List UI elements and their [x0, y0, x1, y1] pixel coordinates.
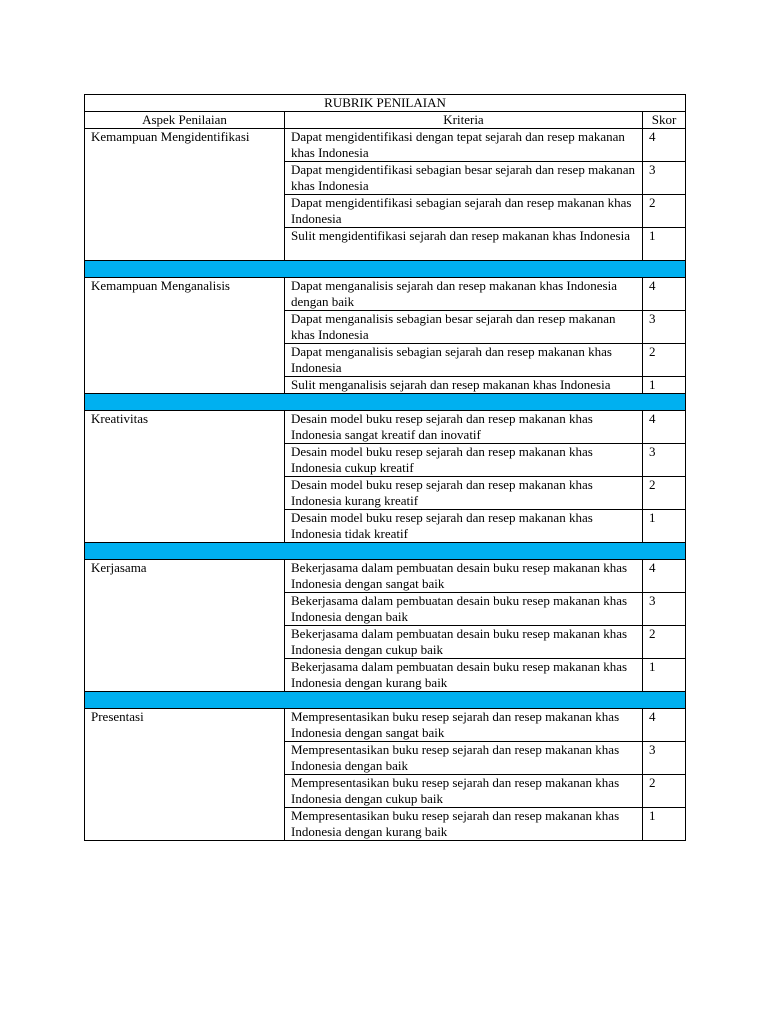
criterion-row [85, 411, 686, 444]
aspect-cell: Presentasi [85, 709, 285, 841]
criterion-text: Desain model buku resep sejarah dan resep makanan khas Indonesia sangat kreatif dan inovatif [285, 411, 643, 444]
criterion-score: 4 [643, 560, 686, 593]
separator-row [85, 261, 686, 278]
criterion-text: Dapat mengidentifikasi sebagian sejarah dan resep makanan khas Indonesia [285, 195, 643, 228]
separator-row [85, 692, 686, 709]
header-score: Skor [643, 112, 686, 129]
criterion-text: Desain model buku resep sejarah dan resep makanan khas Indonesia kurang kreatif [285, 477, 643, 510]
criterion-text: Desain model buku resep sejarah dan resep makanan khas Indonesia cukup kreatif [285, 444, 643, 477]
criterion-score: 4 [643, 411, 686, 444]
separator-bar [85, 394, 686, 411]
criterion-score: 1 [643, 228, 686, 261]
aspect-cell: Kreativitas [85, 411, 285, 543]
separator-bar [85, 692, 686, 709]
rubric-table [84, 94, 686, 841]
aspect-cell: Kemampuan Menganalisis [85, 278, 285, 394]
separator-bar [85, 261, 686, 278]
criterion-text: Mempresentasikan buku resep sejarah dan resep makanan khas Indonesia dengan baik [285, 742, 643, 775]
aspect-cell: Kemampuan Mengidentifikasi [85, 129, 285, 261]
criterion-row [85, 709, 686, 742]
criterion-score: 3 [643, 593, 686, 626]
criterion-row [85, 560, 686, 593]
separator-row [85, 394, 686, 411]
criterion-text: Dapat menganalisis sejarah dan resep makanan khas Indonesia dengan baik [285, 278, 643, 311]
criterion-score: 2 [643, 775, 686, 808]
criterion-score: 3 [643, 311, 686, 344]
separator-bar [85, 543, 686, 560]
separator-row [85, 543, 686, 560]
header-criteria: Kriteria [285, 112, 643, 129]
criterion-score: 1 [643, 377, 686, 394]
criterion-text: Bekerjasama dalam pembuatan desain buku resep makanan khas Indonesia dengan sangat baik [285, 560, 643, 593]
header-aspect: Aspek Penilaian [85, 112, 285, 129]
title-row [85, 95, 686, 112]
criterion-score: 3 [643, 444, 686, 477]
criterion-score: 2 [643, 477, 686, 510]
criterion-text: Bekerjasama dalam pembuatan desain buku resep makanan khas Indonesia dengan baik [285, 593, 643, 626]
criterion-text: Dapat mengidentifikasi dengan tepat sejarah dan resep makanan khas Indonesia [285, 129, 643, 162]
criterion-score: 1 [643, 808, 686, 841]
criterion-score: 1 [643, 510, 686, 543]
criterion-text: Dapat menganalisis sebagian besar sejarah dan resep makanan khas Indonesia [285, 311, 643, 344]
criterion-score: 3 [643, 162, 686, 195]
criterion-row [85, 278, 686, 311]
criterion-text: Bekerjasama dalam pembuatan desain buku resep makanan khas Indonesia dengan cukup baik [285, 626, 643, 659]
aspect-cell: Kerjasama [85, 560, 285, 692]
criterion-score: 2 [643, 195, 686, 228]
criterion-score: 4 [643, 709, 686, 742]
criterion-text: Sulit menganalisis sejarah dan resep makanan khas Indonesia [285, 377, 643, 394]
criterion-score: 3 [643, 742, 686, 775]
criterion-text: Sulit mengidentifikasi sejarah dan resep makanan khas Indonesia [285, 228, 643, 261]
criterion-score: 2 [643, 344, 686, 377]
criterion-score: 1 [643, 659, 686, 692]
table-title: RUBRIK PENILAIAN [85, 95, 686, 112]
criterion-text: Bekerjasama dalam pembuatan desain buku resep makanan khas Indonesia dengan kurang baik [285, 659, 643, 692]
criterion-score: 4 [643, 278, 686, 311]
header-row [85, 112, 686, 129]
criterion-text: Mempresentasikan buku resep sejarah dan resep makanan khas Indonesia dengan kurang baik [285, 808, 643, 841]
criterion-text: Mempresentasikan buku resep sejarah dan resep makanan khas Indonesia dengan cukup baik [285, 775, 643, 808]
criterion-row [85, 129, 686, 162]
criterion-text: Dapat menganalisis sebagian sejarah dan resep makanan khas Indonesia [285, 344, 643, 377]
criterion-text: Desain model buku resep sejarah dan resep makanan khas Indonesia tidak kreatif [285, 510, 643, 543]
criterion-score: 2 [643, 626, 686, 659]
criterion-score: 4 [643, 129, 686, 162]
criterion-text: Mempresentasikan buku resep sejarah dan resep makanan khas Indonesia dengan sangat baik [285, 709, 643, 742]
rubric-body [85, 129, 686, 841]
criterion-text: Dapat mengidentifikasi sebagian besar sejarah dan resep makanan khas Indonesia [285, 162, 643, 195]
